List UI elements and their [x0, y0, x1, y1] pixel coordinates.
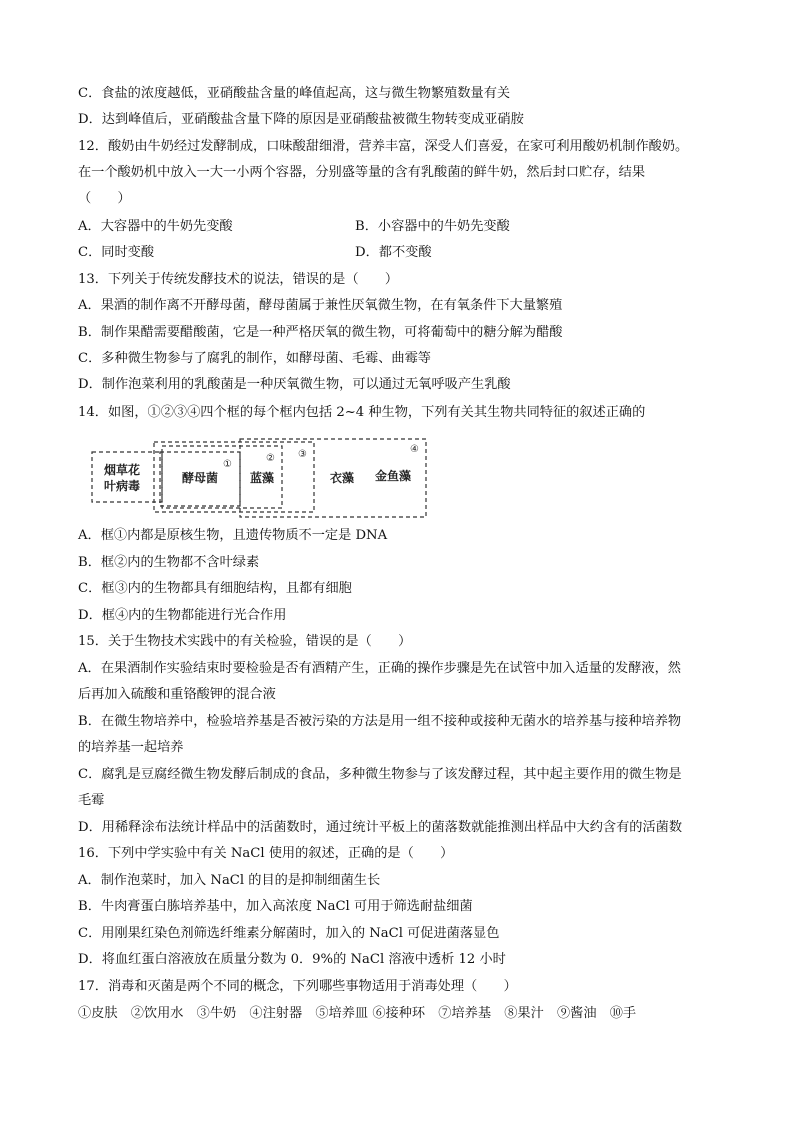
- q13-option-a: A．果酒的制作离不开酵母菌，酵母菌属于兼性厌氧微生物，在有氧条件下大量繁殖: [78, 298, 563, 313]
- q15-stem: 15．关于生物技术实践中的有关检验，错误的是（ ）: [78, 634, 412, 649]
- q13-stem: 13．下列关于传统发酵技术的说法，错误的是（ ）: [78, 272, 399, 287]
- frame-number-4: ④: [410, 444, 419, 455]
- label-tmv-line1: 烟草花: [104, 463, 141, 477]
- q15-option-a-2: 后再加入硫酸和重铬酸钾的混合液: [78, 687, 276, 702]
- q12-option-c: C．同时变酸: [78, 245, 155, 260]
- q14-option-d: D．框④内的生物都能进行光合作用: [78, 608, 287, 623]
- q12-stem-1: 12．酸奶由牛奶经过发酵制成，口味酸甜细滑，营养丰富，深受人们喜爱，在家可利用酸奶机制作酸奶。: [78, 139, 689, 154]
- label-tmv-line2: 叶病毒: [104, 479, 141, 493]
- q15-option-d: D．用稀释涂布法统计样品中的活菌数时，通过统计平板上的菌落数就能推测出样品中大约含有的活菌数: [78, 820, 683, 835]
- frame-number-1: ①: [223, 459, 232, 470]
- q15-option-a-1: A．在果酒制作实验结束时要检验是否有酒精产生，正确的操作步骤是先在试管中加入适量的发酵液，然: [78, 661, 681, 676]
- frame-number-3: ③: [298, 449, 307, 460]
- q15-option-b-1: B．在微生物培养中，检验培养基是否被污染的方法是用一组不接种或接种无菌水的培养基与接种培养物: [78, 714, 682, 729]
- q14-option-a: A．框①内都是原核生物，且遗传物质不一定是 DNA: [78, 528, 388, 543]
- q11-option-d: D．达到峰值后，亚硝酸盐含量下降的原因是亚硝酸盐被微生物转变成亚硝胺: [78, 112, 524, 127]
- q12-option-b: B．小容器中的牛奶先变酸: [355, 219, 510, 234]
- label-yeast: 酵母菌: [182, 471, 219, 485]
- q12-answer-bracket: （ ）: [78, 191, 131, 206]
- q15-option-b-2: 的培养基一起培养: [78, 740, 184, 755]
- q17-stem: 17．消毒和灭菌是两个不同的概念，下列哪些事物适用于消毒处理（ ）: [78, 979, 517, 994]
- q17-items: ①皮肤 ②饮用水 ③牛奶 ④注射器 ⑤培养皿 ⑥接种环 ⑦培养基 ⑧果汁 ⑨酱油 ⑩手: [78, 1006, 637, 1021]
- q12-option-a: A．大容器中的牛奶先变酸: [78, 219, 233, 234]
- q16-option-a: A．制作泡菜时，加入 NaCl 的目的是抑制细菌生长: [78, 873, 381, 888]
- q16-option-d: D．将血红蛋白溶液放在质量分数为 0．9%的 NaCl 溶液中透析 12 小时: [78, 952, 506, 967]
- frame-number-2: ②: [266, 453, 275, 464]
- label-chlamydomonas: 衣藻: [330, 471, 355, 485]
- q13-option-d: D．制作泡菜利用的乳酸菌是一种厌氧微生物，可以通过无氧呼吸产生乳酸: [78, 377, 511, 392]
- q14-option-c: C．框③内的生物都具有细胞结构，且都有细胞: [78, 581, 352, 596]
- q11-option-c: C．食盐的浓度越低，亚硝酸盐含量的峰值起高，这与微生物繁殖数量有关: [78, 86, 511, 101]
- q12-option-d: D．都不变酸: [355, 245, 432, 260]
- q14-stem: 14．如图，①②③④四个框的每个框内包括 2~4 种生物，下列有关其生物共同特征的叙述正确的: [78, 405, 646, 420]
- q14-option-b: B．框②内的生物都不含叶绿素: [78, 555, 260, 570]
- q16-stem: 16．下列中学实验中有关 NaCl 使用的叙述，正确的是（ ）: [78, 846, 454, 861]
- q15-option-c-2: 毛霉: [78, 793, 105, 808]
- label-cyanobacteria: 蓝藻: [250, 471, 275, 485]
- q13-option-b: B．制作果醋需要醋酸菌，它是一种严格厌氧的微生物，可将葡萄中的糖分解为醋酸: [78, 325, 563, 340]
- q14-figure: [90, 438, 430, 520]
- q14-figure-svg: [90, 438, 430, 520]
- q12-stem-2: 在一个酸奶机中放入一大一小两个容器，分别盛等量的含有乳酸菌的鲜牛奶，然后封口贮存，结果: [78, 165, 646, 180]
- frame-outer-left: [92, 452, 162, 502]
- q16-option-b: B．牛肉膏蛋白胨培养基中，加入高浓度 NaCl 可用于筛选耐盐细菌: [78, 899, 473, 914]
- q16-option-c: C．用刚果红染色剂筛选纤维素分解菌时，加入的 NaCl 可促进菌落显色: [78, 926, 500, 941]
- q15-option-c-1: C．腐乳是豆腐经微生物发酵后制成的食品，多种微生物参与了该发酵过程，其中起主要作用的微生物是: [78, 767, 682, 782]
- label-hornwort: 金鱼藻: [375, 469, 412, 483]
- q13-option-c: C．多种微生物参与了腐乳的制作，如酵母菌、毛霉、曲霉等: [78, 351, 431, 366]
